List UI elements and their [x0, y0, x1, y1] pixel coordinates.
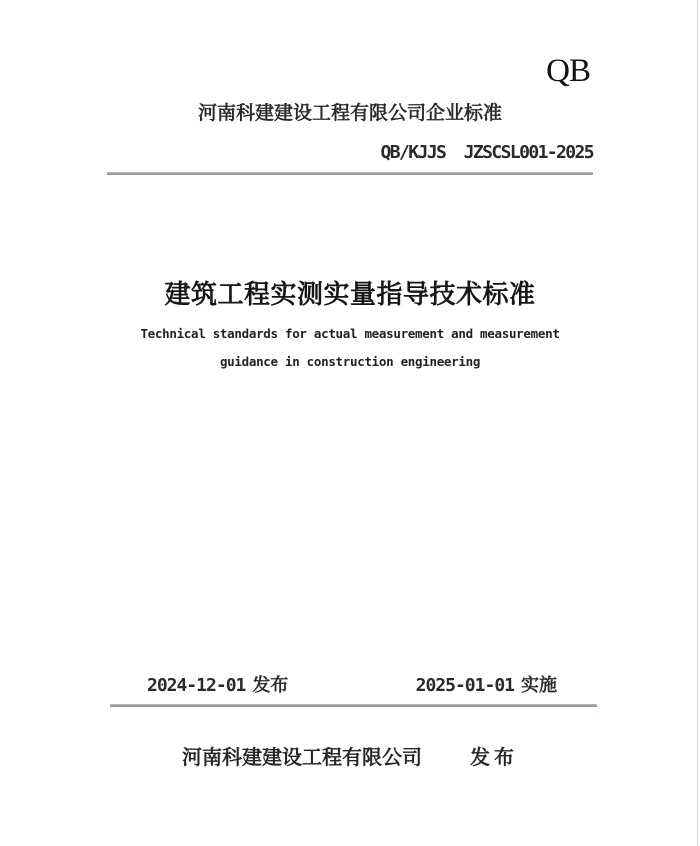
page-edge-line — [697, 0, 698, 846]
enterprise-standard-header: 河南科建建设工程有限公司企业标准 — [197, 103, 502, 124]
standard-code: QB/KJJS JZSCSL001-2025 — [380, 142, 593, 163]
issue-date-label: 发布 — [252, 675, 289, 695]
publisher-row — [0, 745, 700, 771]
effective-date: 2025-01-01 — [415, 675, 514, 696]
top-divider — [107, 172, 593, 175]
publisher-name: 河南科建建设工程有限公司 — [182, 747, 422, 769]
publish-action-label: 发布 — [470, 747, 518, 769]
document-title-en — [0, 320, 700, 376]
issue-date: 2024-12-01 — [147, 675, 246, 696]
document-title-en-line2: guidance in construction engineering — [219, 354, 481, 369]
effective-date-item — [416, 673, 557, 698]
dates-row — [147, 673, 557, 698]
document-title-zh: 建筑工程实测实量指导技术标准 — [164, 280, 536, 309]
issue-date-item — [147, 673, 288, 698]
document-title-en-line1: Technical standards for actual measurement and measurement — [140, 326, 560, 341]
qb-classification-mark: QB — [546, 53, 590, 89]
bottom-divider — [110, 704, 597, 707]
effective-date-label: 实施 — [521, 675, 557, 695]
